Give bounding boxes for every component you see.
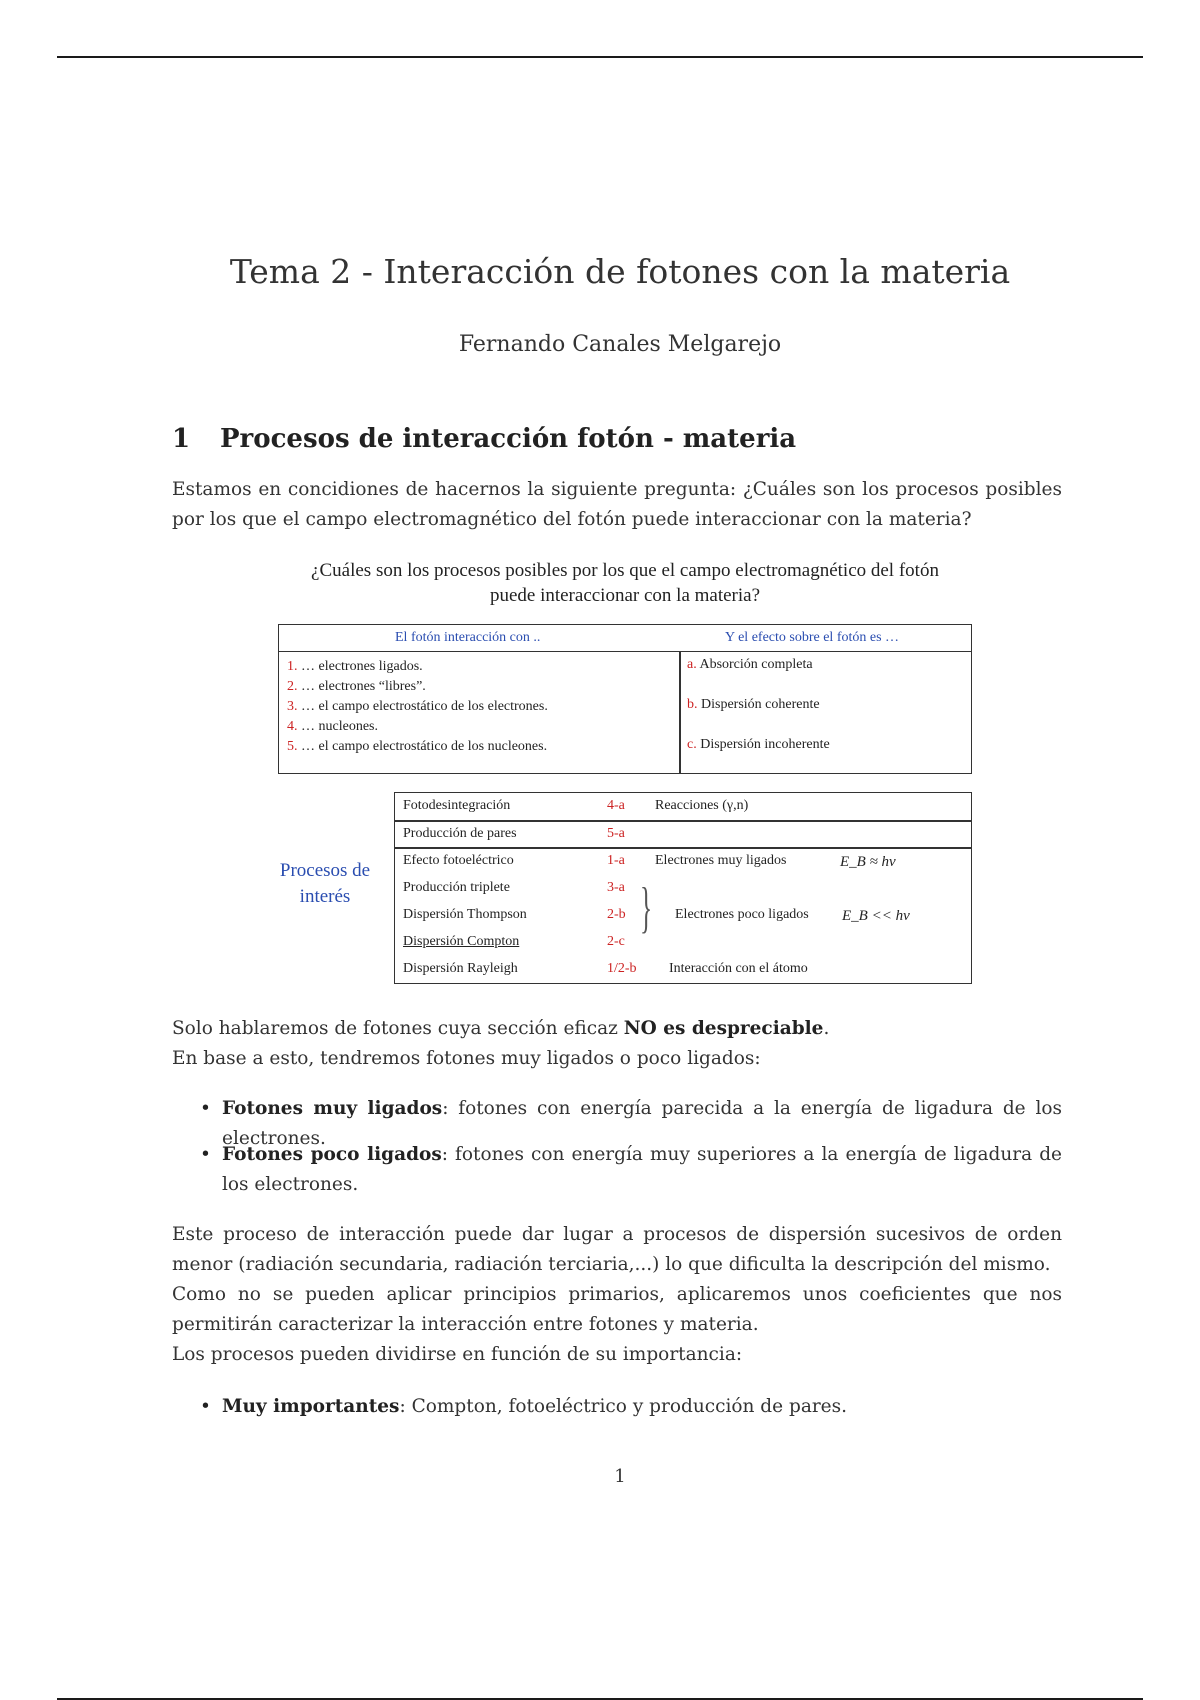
table-row: Dispersión Rayleigh 1/2-b Interacción con el átomo bbox=[403, 961, 808, 976]
energy-relation-weak: E_B << hν bbox=[842, 908, 910, 924]
figure-question-line2: puede interaccionar con la materia? bbox=[489, 585, 761, 606]
interaction-table bbox=[278, 624, 972, 774]
table-row: Dispersión Compton 2-c bbox=[403, 934, 625, 949]
section-title: Procesos de interacción fotón - materia bbox=[220, 424, 797, 454]
header-left: El fotón interacción con .. bbox=[395, 630, 541, 645]
header-right: Y el efecto sobre el fotón es … bbox=[725, 630, 900, 645]
process-paragraph: Este proceso de interacción puede dar lugar a procesos de dispersión sucesivos de orden menor (radiación secundaria, radiación terciaria,...) lo que dificulta la descripción del mismo. Como no se pueden aplicar principios primarios, aplicaremos unos coeficientes que nos permitirán caracterizar la interacción entre fotones y materia. Los procesos pueden dividirse en función de su importancia: bbox=[172, 1224, 1062, 1365]
list-item: 4. … nucleones. bbox=[287, 719, 378, 734]
list-item: 2. … electrones “libres”. bbox=[287, 679, 426, 694]
document-title: Tema 2 - Interacción de fotones con la materia bbox=[229, 252, 1011, 291]
table-row: Producción triplete 3-a bbox=[403, 880, 625, 895]
table-divider bbox=[679, 652, 681, 773]
figure-question-line1: ¿Cuáles son los procesos posibles por los que el campo electromagnético del fotón bbox=[311, 560, 939, 581]
list-item: c. Dispersión incoherente bbox=[687, 737, 830, 752]
energy-relation-strong: E_B ≈ hν bbox=[840, 854, 896, 870]
grouping-brace: } bbox=[640, 877, 653, 939]
list-item: b. Dispersión coherente bbox=[687, 697, 820, 712]
list-item: 1. … electrones ligados. bbox=[287, 659, 423, 674]
processes-table bbox=[394, 792, 972, 984]
list-item: • Fotones poco ligados: fotones con energía muy superiores a la energía de ligadura de los electrones. bbox=[172, 1140, 1062, 1200]
processes-of-interest-label: Procesos de interés bbox=[279, 860, 371, 907]
figure-processes bbox=[270, 558, 980, 988]
list-item: • Muy importantes: Compton, fotoeléctrico y producción de pares. bbox=[172, 1392, 1062, 1422]
base-paragraph: En base a esto, tendremos fotones muy ligados o poco ligados: bbox=[172, 1048, 761, 1069]
table-row: Producción de pares 5-a bbox=[403, 826, 625, 841]
table-row: Efecto fotoeléctrico 1-a Electrones muy ligados bbox=[403, 853, 787, 868]
list-item: 3. … el campo electrostático de los electrones. bbox=[287, 699, 548, 714]
interaction-table-header bbox=[279, 625, 971, 652]
bullet-list bbox=[172, 1140, 1062, 1200]
intro-paragraph: Estamos en concidiones de hacernos la siguiente pregunta: ¿Cuáles son los procesos posibles por los que el campo electromagnético del fotón puede interaccionar con la materia? bbox=[172, 479, 1062, 530]
section-number: 1 bbox=[172, 424, 191, 454]
table-row: Fotodesintegración 4-a Reacciones (γ,n) bbox=[403, 798, 749, 813]
figure-question bbox=[270, 558, 980, 608]
list-item: a. Absorción completa bbox=[687, 657, 813, 672]
table-row: Dispersión Thompson 2-b Electrones poco ligados bbox=[403, 907, 809, 922]
author: Fernando Canales Melgarejo bbox=[458, 332, 782, 357]
section-heading bbox=[172, 424, 796, 454]
page-number: 1 bbox=[614, 1466, 626, 1487]
effect-list bbox=[687, 657, 830, 777]
bullet-list bbox=[172, 1392, 1062, 1422]
list-item: 5. … el campo electrostático de los nucleones. bbox=[287, 739, 548, 754]
list-item: • Fotones muy ligados: fotones con energía parecida a la energía de ligadura de los electrones. bbox=[172, 1094, 1062, 1154]
interaction-list bbox=[287, 657, 548, 757]
solo-paragraph: Solo hablaremos de fotones cuya sección eficaz NO es despreciable. bbox=[172, 1018, 830, 1039]
top-rule bbox=[57, 56, 1143, 58]
